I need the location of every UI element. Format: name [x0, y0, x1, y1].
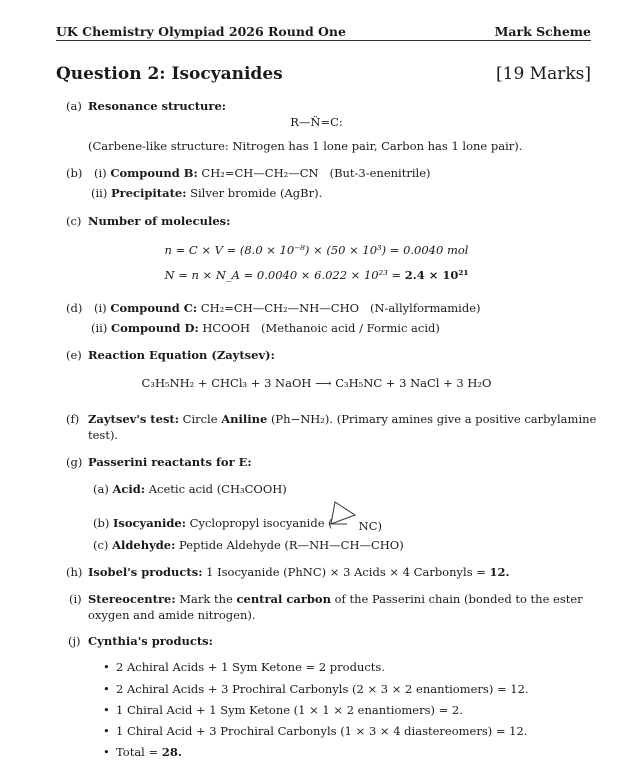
part-c-label: (c): [66, 214, 82, 228]
part-e-label: (e): [66, 348, 82, 362]
bullet-icon: •: [103, 745, 110, 759]
part-a-label: (a): [66, 99, 82, 113]
part-f-text-line2: test).: [88, 428, 119, 442]
part-d-ii: (ii) Compound D: HCOOH (Methanoic acid / Formic acid): [91, 321, 440, 335]
question-title: [56, 64, 591, 84]
part-a-heading: Resonance structure:: [88, 99, 227, 113]
part-g-aldehyde: (c) Aldehyde: Peptide Aldehyde (R—NH—CH—CHO): [93, 538, 404, 552]
part-e-heading: Reaction Equation (Zaytsev):: [88, 348, 275, 362]
part-j-label: (j): [68, 634, 81, 648]
part-g-label: (g): [66, 455, 83, 469]
part-a-note: (Carbene-like structure: Nitrogen has 1 lone pair, Carbon has 1 lone pair).: [88, 139, 523, 153]
bullet-icon: •: [103, 682, 110, 696]
resonance-structure: R—N̈=C:: [290, 115, 343, 129]
cyclopropyl-ring-icon: [327, 500, 367, 530]
part-i-text: Stereocentre: Mark the central carbon of the Passerini chain (bonded to the ester: [88, 592, 583, 606]
list-item: 1 Chiral Acid + 3 Prochiral Carbonyls (1 × 3 × 4 diastereomers) = 12.: [116, 724, 528, 738]
question-marks: [19 Marks]: [496, 64, 591, 84]
bullet-icon: •: [103, 703, 110, 717]
part-b-ii: (ii) Precipitate: Silver bromide (AgBr).: [91, 186, 323, 200]
equation-n: n = C × V = (8.0 × 10⁻⁸) × (50 × 10³) = 0.0040 mol: [164, 243, 469, 257]
list-item: 2 Achiral Acids + 3 Prochiral Carbonyls (2 × 3 × 2 enantiomers) = 12.: [116, 682, 529, 696]
list-item: 2 Achiral Acids + 1 Sym Ketone = 2 products.: [116, 660, 385, 674]
part-g-heading: Passerini reactants for E:: [88, 455, 252, 469]
part-h-text: Isobel's products: 1 Isocyanide (PhNC) × 3 Acids × 4 Carbonyls = 12.: [88, 565, 510, 579]
header-doc-type: Mark Scheme: [494, 24, 591, 39]
question-name: Question 2: Isocyanides: [56, 64, 283, 84]
header-title: UK Chemistry Olympiad 2026 Round One: [56, 24, 346, 39]
bullet-icon: •: [103, 660, 110, 674]
part-i-text-line2: oxygen and amide nitrogen).: [88, 608, 256, 622]
part-d-label: (d): [66, 301, 83, 315]
part-f-label: (f): [66, 412, 80, 426]
bullet-icon: •: [103, 724, 110, 738]
part-j-heading: Cynthia's products:: [88, 634, 213, 648]
part-h-label: (h): [66, 565, 83, 579]
equation-N: N = n × N_A = 0.0040 × 6.022 × 10²³ = 2.4 × 10²¹: [164, 268, 469, 282]
part-i-label: (i): [69, 592, 82, 606]
page-header: [56, 22, 591, 41]
list-item-total: Total = 28.: [116, 745, 182, 759]
reaction-equation: C₃H₅NH₂ + CHCl₃ + 3 NaOH ⟶ C₃H₅NC + 3 NaCl + 3 H₂O: [141, 376, 492, 390]
part-f-text: Zaytsev's test: Circle Aniline (Ph−NH₂). (Primary amines give a positive carbylamine: [88, 412, 597, 426]
part-d-i: (i) Compound C: CH₂=CH—CH₂—NH—CHO (N-allylformamide): [94, 301, 481, 315]
part-b-label: (b): [66, 166, 83, 180]
part-g-isocyanide: (b) Isocyanide: Cyclopropyl isocyanide ( NC): [93, 516, 383, 533]
list-item: 1 Chiral Acid + 1 Sym Ketone (1 × 1 × 2 enantiomers) = 2.: [116, 703, 463, 717]
part-g-acid: (a) Acid: Acetic acid (CH₃COOH): [93, 482, 287, 496]
part-c-heading: Number of molecules:: [88, 214, 231, 228]
part-b-i: (i) Compound B: CH₂=CH—CH₂—CN (But-3-enenitrile): [94, 166, 431, 180]
